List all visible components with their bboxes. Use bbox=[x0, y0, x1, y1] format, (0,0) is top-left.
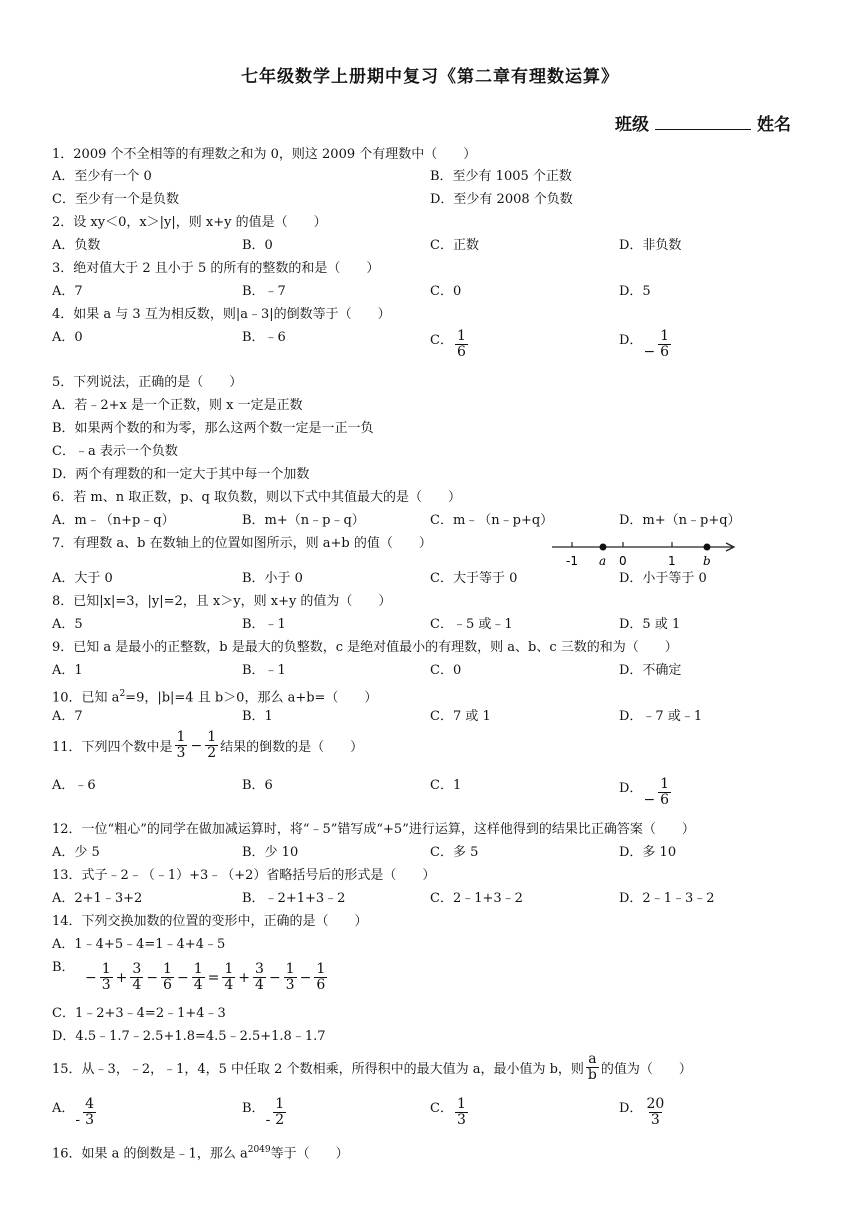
numerator: 1 bbox=[207, 729, 217, 745]
q16-stem bbox=[52, 1141, 349, 1163]
q13-option-b: B．﹣2+1+3﹣2 bbox=[242, 891, 346, 906]
q4-option-a: A．0 bbox=[52, 330, 83, 345]
operator: = bbox=[207, 969, 220, 986]
operator: − bbox=[146, 969, 159, 986]
q1-stem: 1．2009 个不全相等的有理数之和为 0，则这 2009 个有理数中（ ） bbox=[52, 147, 477, 162]
fraction bbox=[586, 1052, 599, 1083]
option-label: A． bbox=[52, 1101, 75, 1116]
q15-option-a bbox=[52, 1097, 98, 1128]
q12-option-b: B．少 10 bbox=[242, 845, 299, 860]
q3-option-b: B．﹣7 bbox=[242, 284, 286, 299]
point-b bbox=[704, 544, 711, 551]
stem-text: 结果的倒数的是（ ） bbox=[220, 740, 364, 755]
q3-stem: 3．绝对值大于 2 且小于 5 的所有的整数的和是（ ） bbox=[52, 261, 380, 276]
numerator: 4 bbox=[85, 1096, 95, 1112]
q9-option-d: D．不确定 bbox=[619, 663, 682, 678]
minus-sign: − bbox=[190, 737, 203, 754]
q14-stem: 14．下列交换加数的位置的变形中，正确的是（ ） bbox=[52, 914, 368, 929]
fraction bbox=[273, 1097, 286, 1128]
fraction bbox=[314, 962, 327, 993]
denominator: 4 bbox=[193, 977, 203, 993]
q8-stem: 8．已知|x|=3，|y|=2，且 x＞y，则 x+y 的值为（ ） bbox=[52, 594, 392, 609]
denominator: 3 bbox=[176, 745, 186, 761]
q11-option-c: C．1 bbox=[430, 778, 462, 793]
minus-sign: - bbox=[265, 1111, 271, 1128]
denominator: 6 bbox=[456, 344, 466, 360]
q1-option-c: C．至少有一个是负数 bbox=[52, 192, 179, 207]
numerator: 3 bbox=[255, 961, 264, 977]
q4-option-c bbox=[430, 329, 470, 360]
q13-option-d: D．2﹣1﹣3﹣2 bbox=[619, 891, 715, 906]
fraction bbox=[205, 730, 218, 761]
q11-stem bbox=[52, 730, 363, 761]
q14-option-c: C．1﹣2+3﹣4=2﹣1+4﹣3 bbox=[52, 1006, 226, 1021]
numerator: 1 bbox=[660, 776, 670, 792]
q8-option-c: C．﹣5 或﹣1 bbox=[430, 617, 513, 632]
point-a bbox=[600, 544, 607, 551]
numerator: 1 bbox=[176, 729, 186, 745]
stem-text: 11．下列四个数中是 bbox=[52, 740, 173, 755]
minus-sign: − bbox=[643, 343, 656, 360]
numerator: 1 bbox=[275, 1096, 285, 1112]
q5-option-c: C．﹣a 表示一个负数 bbox=[52, 444, 178, 459]
numerator: 1 bbox=[456, 328, 466, 344]
q5-option-d: D．两个有理数的和一定大于其中每一个加数 bbox=[52, 467, 310, 482]
operator: − bbox=[85, 969, 97, 986]
label-b: b bbox=[703, 554, 711, 568]
denominator: 6 bbox=[316, 977, 326, 993]
q6-option-d: D．m+（n﹣p+q） bbox=[619, 513, 741, 528]
denominator: 4 bbox=[132, 977, 142, 993]
q8-option-a: A．5 bbox=[52, 617, 83, 632]
q4-stem: 4．如果 a 与 3 互为相反数，则|a﹣3|的倒数等于（ ） bbox=[52, 307, 391, 322]
q12-option-a: A．少 5 bbox=[52, 845, 100, 860]
q12-stem: 12．一位“粗心”的同学在做加减运算时，将“﹣5”错写成“+5”进行运算，这样他得到的结果比正确答案（ ） bbox=[52, 822, 695, 837]
option-label: C． bbox=[430, 1101, 453, 1116]
operator: + bbox=[238, 969, 251, 986]
q15-option-d bbox=[619, 1097, 668, 1128]
q15-stem bbox=[52, 1052, 692, 1083]
fraction bbox=[253, 962, 266, 993]
q7-option-b: B．小于 0 bbox=[242, 571, 303, 586]
q14-option-a: A．1﹣4+5﹣4=1﹣4+4﹣5 bbox=[52, 937, 226, 952]
q2-option-d: D．非负数 bbox=[619, 238, 682, 253]
q6-option-a: A．m﹣（n+p﹣q） bbox=[52, 513, 175, 528]
denominator: 3 bbox=[650, 1112, 660, 1128]
q11-option-d bbox=[619, 777, 673, 808]
option-label: C． bbox=[430, 333, 453, 348]
name-label: 姓名 bbox=[757, 115, 791, 135]
q2-stem: 2．设 xy＜0，x＞|y|，则 x+y 的值是（ ） bbox=[52, 215, 327, 230]
number-line bbox=[550, 538, 740, 572]
numerator: 1 bbox=[456, 1096, 466, 1112]
denominator: 3 bbox=[101, 977, 111, 993]
q14-option-b-label: B． bbox=[52, 960, 75, 975]
denominator: 6 bbox=[660, 792, 670, 808]
q15-option-b bbox=[242, 1097, 288, 1128]
q7-option-d: D．小于等于 0 bbox=[619, 571, 707, 586]
q5-option-b: B．如果两个数的和为零，那么这两个数一定是一正一负 bbox=[52, 421, 374, 436]
numerator: 1 bbox=[660, 328, 670, 344]
operator: − bbox=[268, 969, 281, 986]
denominator: 2 bbox=[207, 745, 217, 761]
numerator: 1 bbox=[101, 961, 111, 977]
q9-option-a: A．1 bbox=[52, 663, 83, 678]
numerator: 3 bbox=[132, 961, 142, 977]
class-label: 班级 bbox=[615, 115, 649, 135]
fraction bbox=[658, 329, 671, 360]
q9-option-b: B．﹣1 bbox=[242, 663, 286, 678]
q15-option-c bbox=[430, 1097, 470, 1128]
q5-option-a: A．若﹣2+x 是一个正数，则 x 一定是正数 bbox=[52, 398, 303, 413]
option-label: D． bbox=[619, 333, 643, 348]
q14-option-b-expression bbox=[84, 962, 329, 993]
numerator: 1 bbox=[193, 961, 203, 977]
denominator: 6 bbox=[163, 977, 172, 993]
q4-option-b: B．﹣6 bbox=[242, 330, 286, 345]
fraction bbox=[658, 777, 671, 808]
q11-option-a: A．﹣6 bbox=[52, 778, 96, 793]
denominator: 3 bbox=[285, 977, 295, 993]
stem-text: 等于（ ） bbox=[270, 1146, 349, 1162]
numerator: 1 bbox=[316, 961, 326, 977]
q12-option-d: D．多 10 bbox=[619, 845, 677, 860]
q2-option-c: C．正数 bbox=[430, 238, 479, 253]
q2-option-a: A．负数 bbox=[52, 238, 101, 253]
denominator: 6 bbox=[660, 344, 670, 360]
q10-option-d: D．﹣7 或﹣1 bbox=[619, 709, 703, 724]
q3-option-a: A．7 bbox=[52, 284, 83, 299]
q9-stem: 9．已知 a 是最小的正整数，b 是最大的负整数，c 是绝对值最小的有理数，则 a、b、c 三数的和为（ ） bbox=[52, 640, 678, 655]
option-label: B． bbox=[242, 1101, 265, 1116]
fraction bbox=[455, 329, 468, 360]
q1-option-a: A．至少有一个 0 bbox=[52, 169, 152, 184]
stem-text: 16．如果 a 的倒数是﹣1，那么 a bbox=[52, 1146, 248, 1162]
option-label: D． bbox=[619, 1101, 643, 1116]
operator: − bbox=[176, 969, 189, 986]
fraction bbox=[161, 962, 174, 993]
class-name-line bbox=[615, 110, 791, 135]
numerator: 20 bbox=[646, 1096, 665, 1112]
minus-sign: − bbox=[643, 791, 656, 808]
option-label: D． bbox=[619, 781, 643, 796]
q8-option-d: D．5 或 1 bbox=[619, 617, 681, 632]
fraction bbox=[644, 1097, 666, 1128]
exponent: 2049 bbox=[247, 1145, 271, 1155]
q8-option-b: B．﹣1 bbox=[242, 617, 286, 632]
fraction bbox=[130, 962, 143, 993]
label-minus-one: -1 bbox=[566, 554, 578, 568]
numerator: 1 bbox=[224, 961, 234, 977]
q14-option-d: D．4.5﹣1.7﹣2.5+1.8=4.5﹣2.5+1.8﹣1.7 bbox=[52, 1029, 326, 1044]
label-zero: 0 bbox=[619, 554, 627, 568]
q2-option-b: B．0 bbox=[242, 238, 273, 253]
q11-option-b: B．6 bbox=[242, 778, 273, 793]
fraction bbox=[192, 962, 205, 993]
numerator: 1 bbox=[163, 961, 172, 977]
stem-text: 10．已知 a bbox=[52, 690, 120, 706]
q1-option-d: D．至少有 2008 个负数 bbox=[430, 192, 573, 207]
q5-stem: 5．下列说法，正确的是（ ） bbox=[52, 375, 243, 390]
denominator: 3 bbox=[456, 1112, 466, 1128]
page-title: 七年级数学上册期中复习《第二章有理数运算》 bbox=[241, 67, 619, 87]
q6-option-b: B．m+（n﹣p﹣q） bbox=[242, 513, 365, 528]
q10-option-b: B．1 bbox=[242, 709, 273, 724]
q7-option-a: A．大于 0 bbox=[52, 571, 113, 586]
stem-text: =9，|b|=4 且 b＞0，那么 a+b=（ ） bbox=[125, 690, 378, 706]
minus-sign: - bbox=[75, 1111, 81, 1128]
q10-option-a: A．7 bbox=[52, 709, 83, 724]
numerator: 1 bbox=[285, 961, 295, 977]
q4-option-d bbox=[619, 329, 673, 360]
operator: + bbox=[115, 969, 128, 986]
stem-text: 15．从﹣3，﹣2，﹣1，4，5 中任取 2 个数相乘，所得积中的最大值为 a，最小值为 b，则 bbox=[52, 1062, 584, 1077]
denominator: 4 bbox=[224, 977, 234, 993]
denominator: 4 bbox=[255, 977, 264, 993]
q13-stem: 13．式子﹣2﹣（﹣1）+3﹣（+2）省略括号后的形式是（ ） bbox=[52, 868, 436, 883]
q7-stem: 7．有理数 a、b 在数轴上的位置如图所示，则 a+b 的值（ ） bbox=[52, 536, 432, 551]
fraction bbox=[83, 1097, 96, 1128]
fraction bbox=[100, 962, 113, 993]
q13-option-c: C．2﹣1+3﹣2 bbox=[430, 891, 523, 906]
fraction bbox=[284, 962, 297, 993]
q9-option-c: C．0 bbox=[430, 663, 462, 678]
fraction bbox=[455, 1097, 468, 1128]
denominator: 2 bbox=[275, 1112, 285, 1128]
fraction bbox=[175, 730, 188, 761]
q7-option-c: C．大于等于 0 bbox=[430, 571, 518, 586]
denominator: b bbox=[587, 1067, 597, 1083]
fraction bbox=[222, 962, 235, 993]
q6-stem: 6．若 m、n 取正数，p、q 取负数，则以下式中其值最大的是（ ） bbox=[52, 490, 462, 505]
exponent: 2 bbox=[119, 689, 126, 699]
q1-option-b: B．至少有 1005 个正数 bbox=[430, 169, 572, 184]
q3-option-c: C．0 bbox=[430, 284, 462, 299]
q12-option-c: C．多 5 bbox=[430, 845, 479, 860]
numerator: a bbox=[588, 1051, 597, 1067]
denominator: 3 bbox=[85, 1112, 95, 1128]
q10-option-c: C．7 或 1 bbox=[430, 709, 491, 724]
stem-text: 的值为（ ） bbox=[600, 1062, 692, 1077]
label-one: 1 bbox=[668, 554, 676, 568]
q6-option-c: C．m﹣（n﹣p+q） bbox=[430, 513, 554, 528]
q13-option-a: A．2+1﹣3+2 bbox=[52, 891, 143, 906]
q10-stem bbox=[52, 685, 377, 707]
label-a: a bbox=[599, 554, 607, 568]
q3-option-d: D．5 bbox=[619, 284, 651, 299]
class-blank[interactable] bbox=[655, 115, 751, 130]
operator: − bbox=[299, 969, 312, 986]
